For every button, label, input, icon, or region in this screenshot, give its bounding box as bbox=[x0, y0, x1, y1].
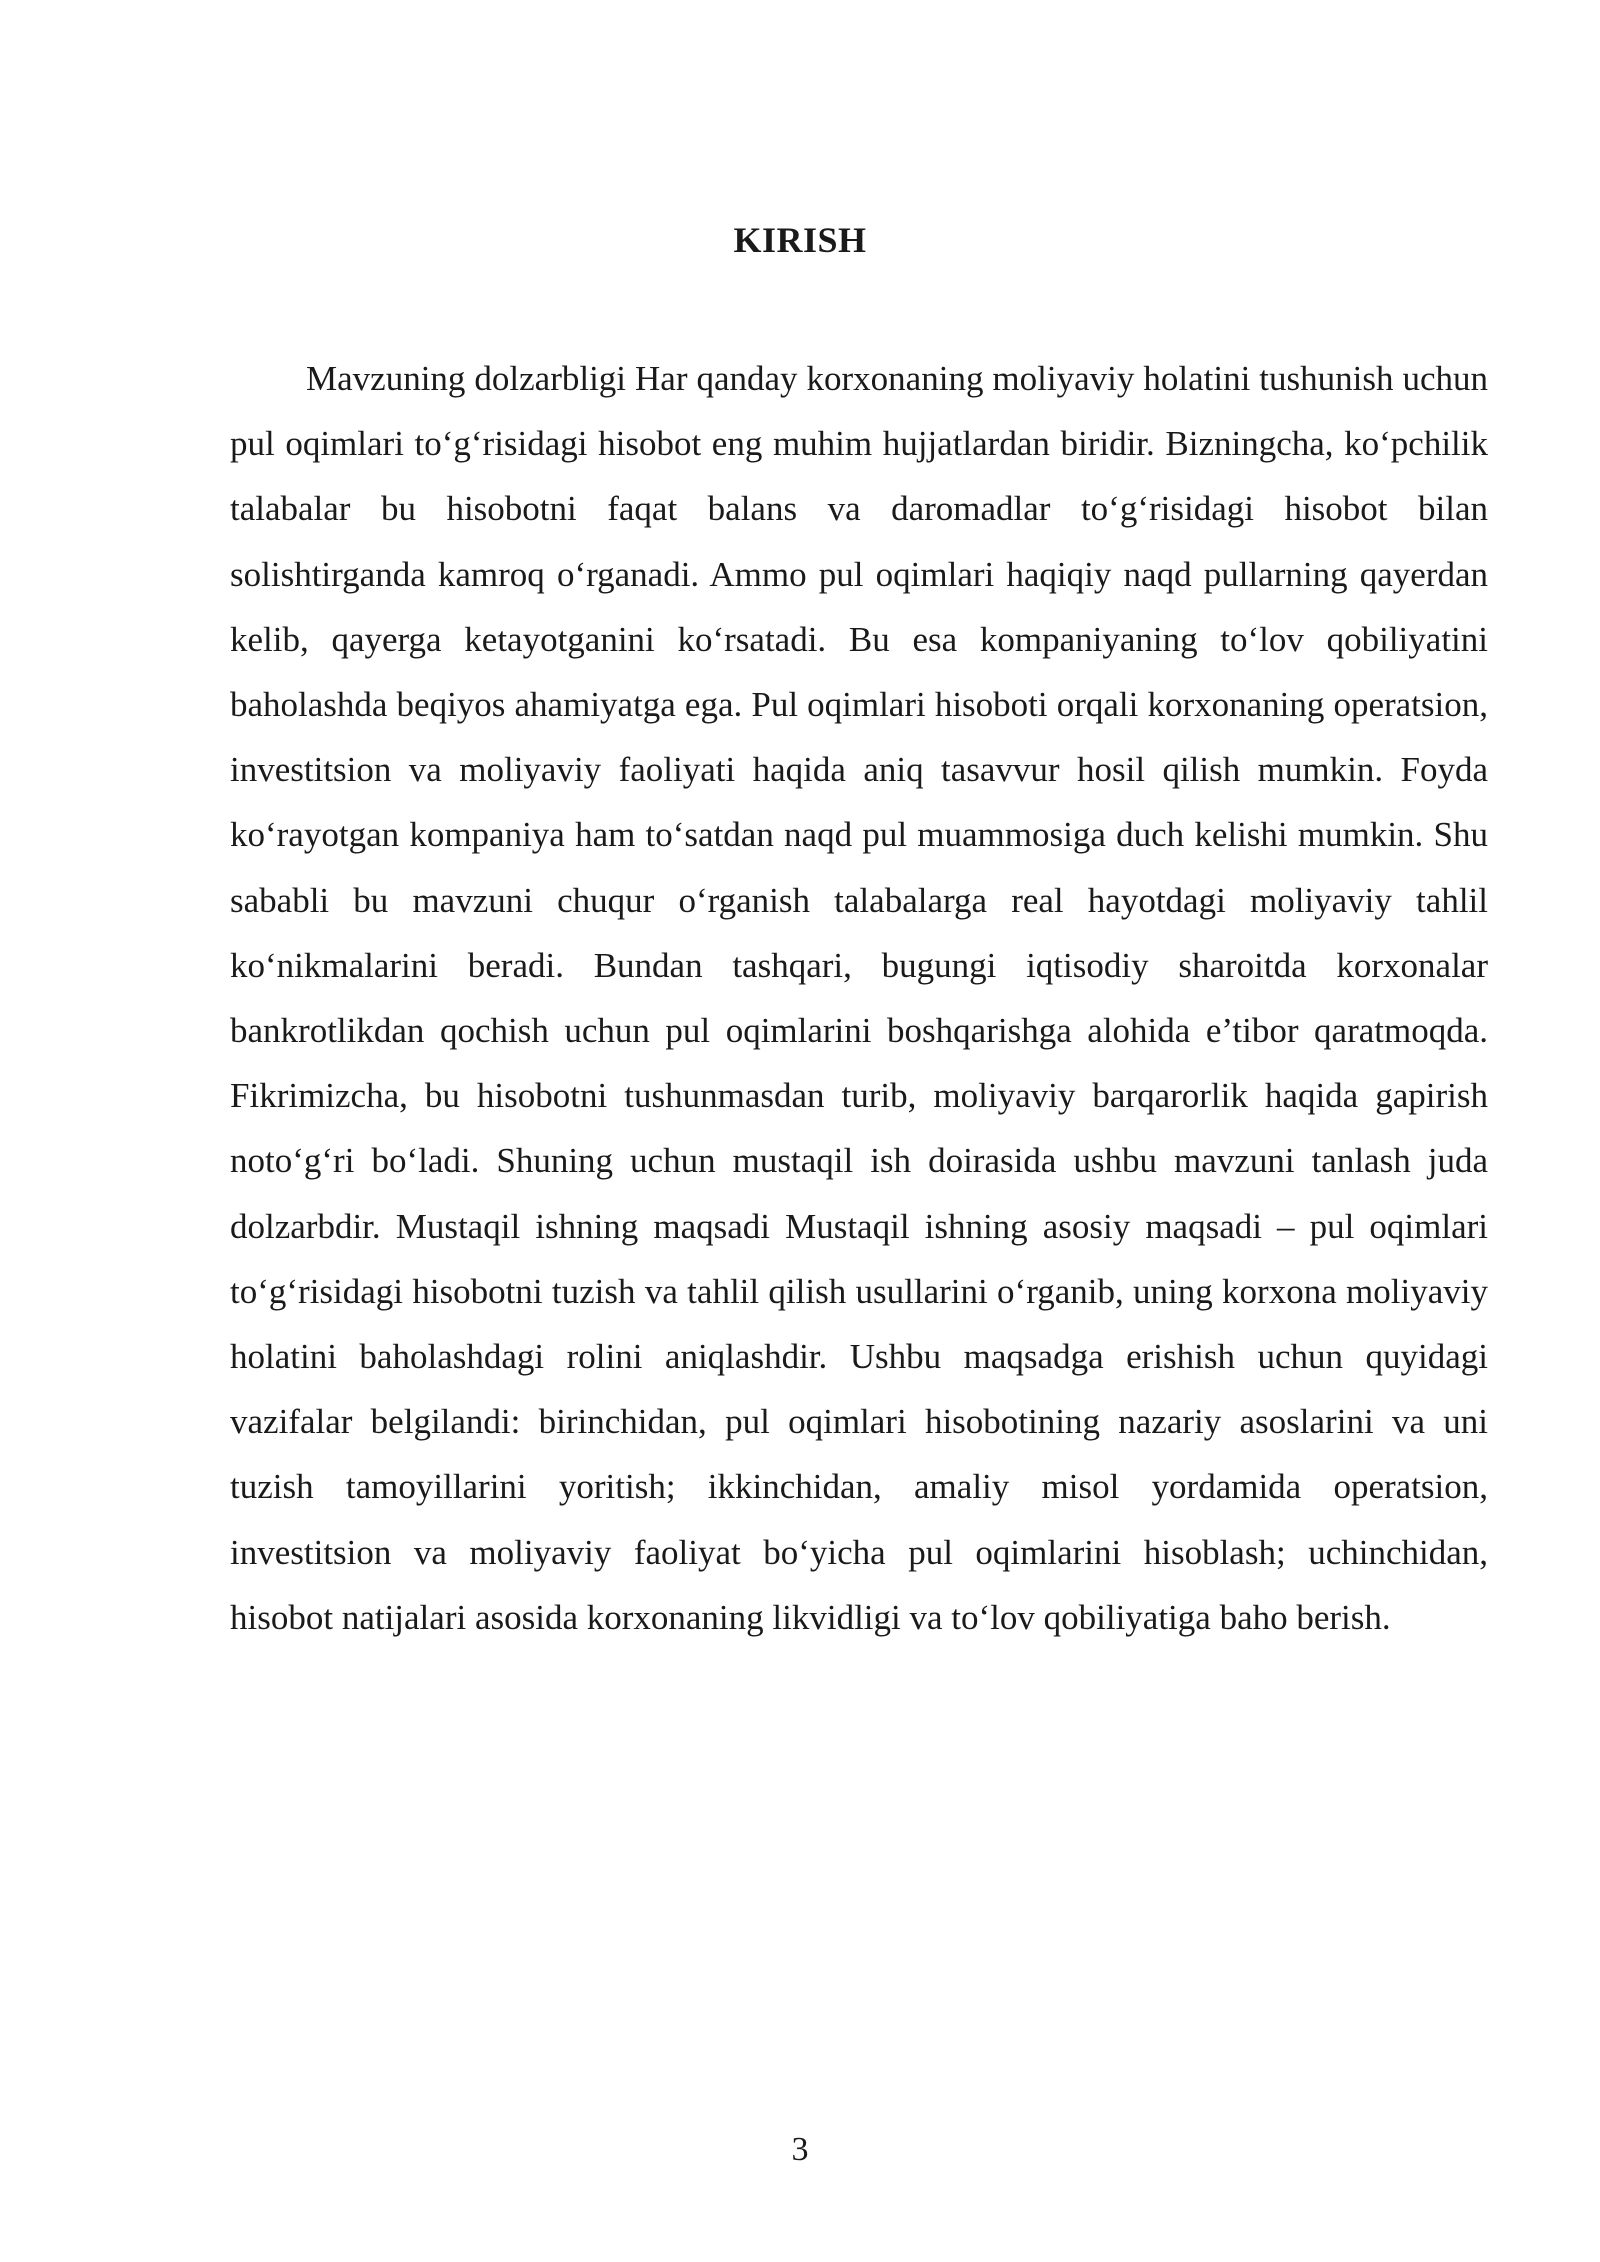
page-number: 3 bbox=[791, 2131, 809, 2168]
body-paragraph: Mavzuning dolzarbligi Har qanday korxonaning moliyaviy holatini tushunish uchun pul oqimlari to‘g‘risidagi hisobot eng muhim hujjatlardan biridir. Bizningcha, ko‘pchilik talabalar bu hisobotni faqat balans va daromadlar to‘g‘risidagi hisobot bilan solishtirganda kamroq o‘rganadi. Ammo pul oqimlari haqiqiy naqd pullarning qayerdan kelib, qayerga ketayotganini ko‘rsatadi. Bu esa kompaniyaning to‘lov qobiliyatini baholashda beqiyos ahamiyatga ega. Pul oqimlari hisoboti orqali korxonaning operatsion, investitsion va moliyaviy faoliyati haqida aniq tasavvur hosil qilish mumkin. Foyda ko‘rayotgan kompaniya ham to‘satdan naqd pul muammosiga duch kelishi mumkin. Shu sababli bu mavzuni chuqur o‘rganish talabalarga real hayotdagi moliyaviy tahlil ko‘nikmalarini beradi. Bundan tashqari, bugungi iqtisodiy sharoitda korxonalar bankrotlikdan qochish uchun pul oqimlarini boshqarishga alohida e’tibor qaratmoqda. Fikrimizcha, bu hisobotni tushunmasdan turib, moliyaviy barqarorlik haqida gapirish noto‘g‘ri bo‘ladi. Shuning uchun mustaqil ish doirasida ushbu mavzuni tanlash juda dolzarbdir. Mustaqil ishning maqsadi Mustaqil ishning asosiy maqsadi – pul oqimlari to‘g‘risidagi hisobotni tuzish va tahlil qilish usullarini o‘rganib, uning korxona moliyaviy holatini baholashdagi rolini aniqlashdir. Ushbu maqsadga erishish uchun quyidagi vazifalar belgilandi: birinchidan, pul oqimlari hisobotining nazariy asoslarini va uni tuzish tamoyillarini yoritish; ikkinchidan, amaliy misol yordamida operatsion, investitsion va moliyaviy faoliyat bo‘yicha pul oqimlarini hisoblash; uchinchidan, hisobot natijalari asosida korxonaning likvidligi va to‘lov qobiliyatiga baho berish. bbox=[230, 359, 1488, 1637]
section-heading: KIRISH bbox=[733, 220, 867, 260]
